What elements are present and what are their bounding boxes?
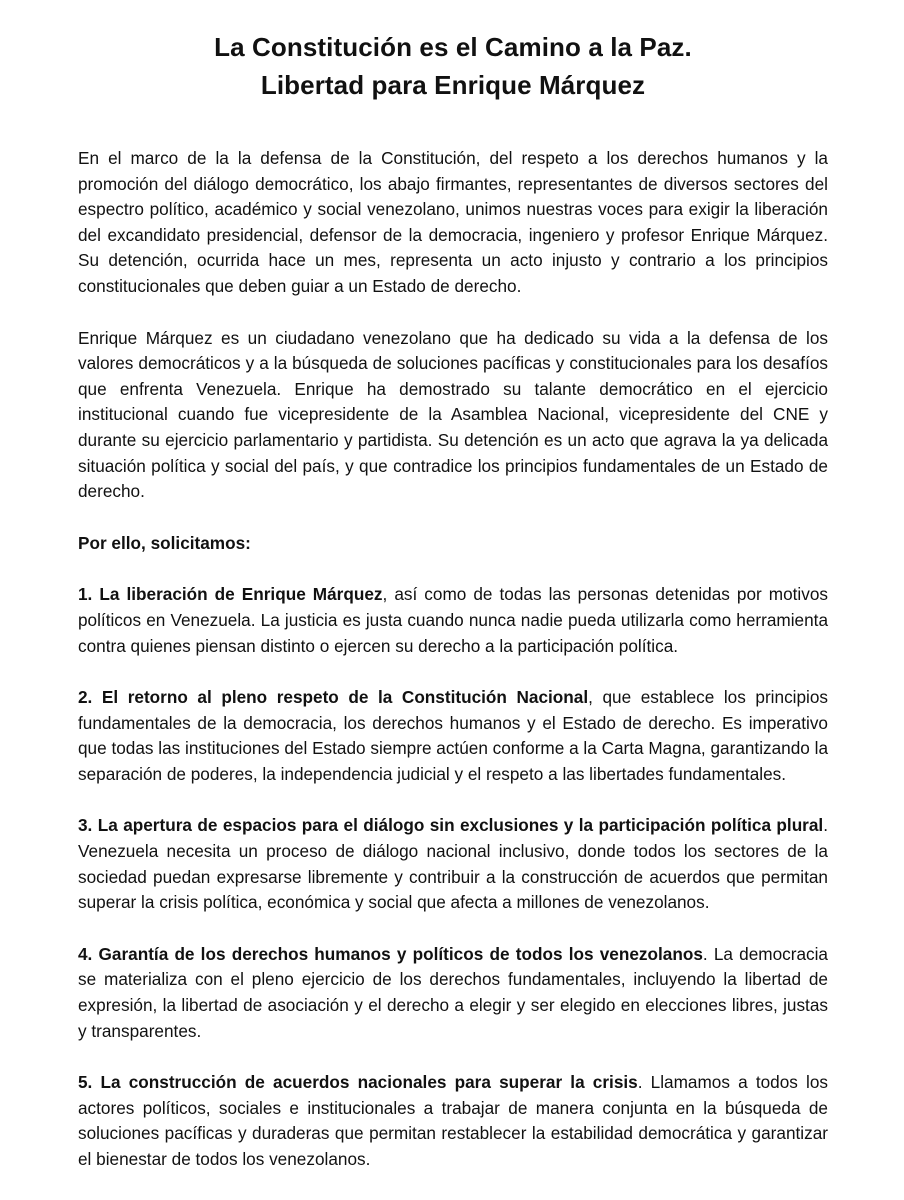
request-text-5: . Llamamos a todos los actores políticos, sociales e institucionales a trabajar de manera conjunta en la búsqueda de soluciones pacíficas y duraderas que permitan restablecer la estabilidad democrática y garantizar el bienestar de todos los venezolanos. [78,1072,829,1169]
request-text-1: , así como de todas las personas detenidas por motivos políticos en Venezuela. La justicia es justa cuando nunca nadie pueda utilizarla como herramienta contra quienes piensan distinto o ejercen su derecho a la participación política. [78,584,828,656]
requests-lead-in: Por ello, solicitamos: [78,532,251,553]
request-heading-1: 1. La liberación de Enrique Márquez [78,584,383,605]
request-heading-5: 5. La construcción de acuerdos nacionales para superar la crisis [78,1072,638,1093]
request-heading-2: 2. El retorno al pleno respeto de la Constitución Nacional [78,687,589,708]
request-item-3 [78,813,828,915]
request-item-1 [78,582,828,659]
request-heading-4: 4. Garantía de los derechos humanos y políticos de todos los venezolanos [78,943,703,964]
title-line-2: Libertad para Enrique Márquez [260,70,646,100]
background-paragraph: Enrique Márquez es un ciudadano venezolano que ha dedicado su vida a la defensa de los valores democráticos y a la búsqueda de soluciones pacíficas y constitucionales para los desafíos que enfrenta Venezuela. Enrique ha demostrado su talante democrático en el ejercicio institucional cuando fue vicepresidente de la Asamblea Nacional, vicepresidente del CNE y durante su ejercicio parlamentario y partidista. Su detención es un acto que agrava la ya delicada situación política y social del país, y que contradice los principios fundamentales de un Estado de derecho. [78,327,828,502]
request-item-5 [78,1070,828,1172]
request-text-3: . Venezuela necesita un proceso de diálogo nacional inclusivo, donde todos los sectores de la sociedad puedan expresarse libremente y contribuir a la construcción de acuerdos que permitan superar la crisis política, económica y social que afecta a millones de venezolanos. [78,815,828,913]
intro-paragraph: En el marco de la la defensa de la Constitución, del respeto a los derechos humanos y la promoción del diálogo democrático, los abajo firmantes, representantes de diversos sectores del espectro político, académico y social venezolano, unimos nuestras voces para exigir la liberación del excandidato presidencial, defensor de la democracia, ingeniero y profesor Enrique Márquez. Su detención, ocurrida hace un mes, representa un acto injusto y contrario a los principios constitucionales que deben guiar a un Estado de derecho. [78,148,828,296]
request-item-2 [78,685,828,787]
request-item-4 [78,942,828,1044]
request-text-2: , que establece los principios fundamentales de la democracia, los derechos humanos y el Estado de derecho. Es imperativo que todas las instituciones del Estado siempre actúen conforme a la Carta Magna, garantizando la separación de poderes, la independencia judicial y el respeto a las libertades fundamentales. [78,687,829,784]
request-heading-3: 3. La apertura de espacios para el diálogo sin exclusiones y la participación política plural [78,815,824,836]
document-title [78,28,828,104]
title-line-1: La Constitución es el Camino a la Paz. [214,32,692,62]
request-text-4: . La democracia se materializa con el pleno ejercicio de los derechos fundamentales, incluyendo la libertad de expresión, la libertad de asociación y el derecho a elegir y ser elegido en elecciones libres, justas y transparentes. [78,943,828,1041]
